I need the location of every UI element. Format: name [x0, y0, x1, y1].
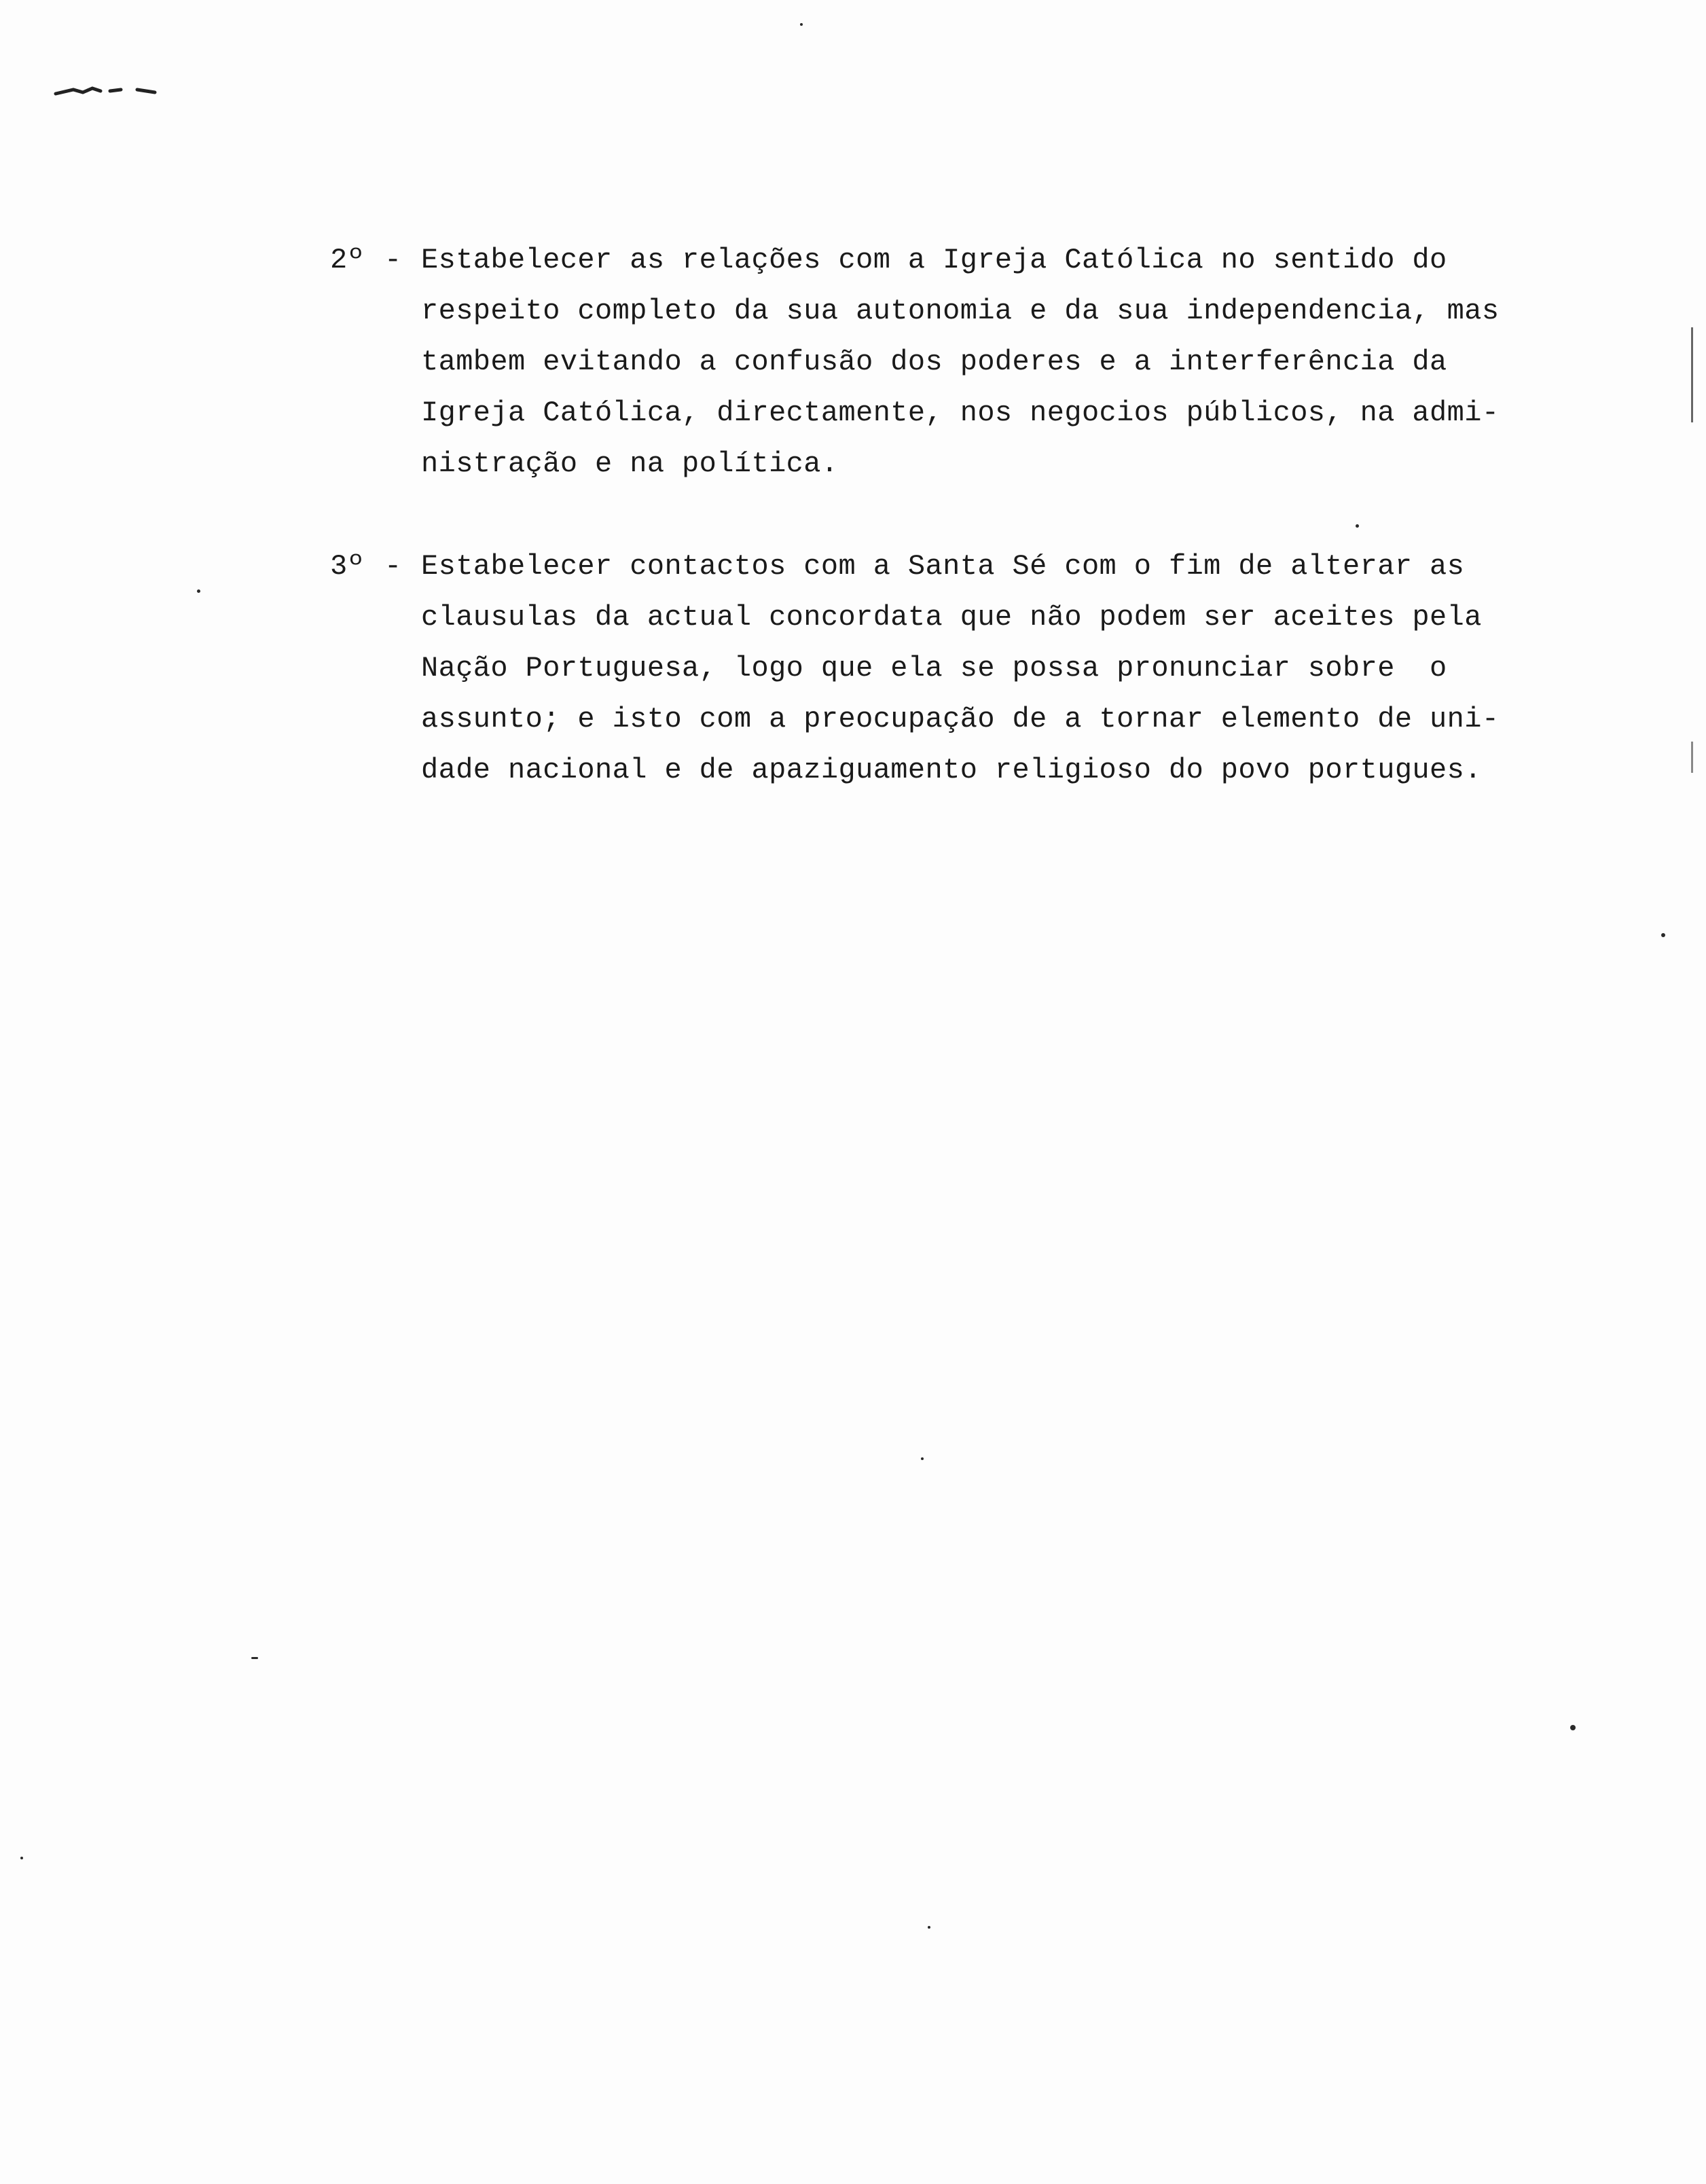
text-line: Estabelecer contactos com a Santa Sé com o fim de alterar as — [421, 550, 1465, 583]
scan-speck — [921, 1457, 924, 1460]
scan-speck — [1356, 524, 1359, 528]
text-line: Nação Portuguesa, logo que ela se possa pronunciar sobre o — [421, 652, 1447, 685]
scribble-mark — [53, 80, 162, 101]
margin-mark — [1691, 742, 1693, 773]
text-line: clausulas da actual concordata que não podem ser aceites pela — [421, 601, 1482, 634]
scan-speck — [251, 1657, 258, 1659]
item-text — [421, 541, 1576, 796]
text-line: Estabelecer as relações com a Igreja Católica no sentido do — [421, 244, 1447, 276]
text-line: assunto; e isto com a preocupação de a tornar elemento de uni- — [421, 703, 1500, 735]
scan-speck — [1570, 1725, 1576, 1730]
scan-speck — [20, 1857, 23, 1859]
item-number: 2º — [330, 244, 365, 276]
scan-speck — [928, 1926, 930, 1929]
margin-mark — [1691, 327, 1693, 422]
scan-speck — [1661, 933, 1665, 937]
item-dash: - — [384, 244, 402, 276]
text-line: tambem evitando a confusão dos poderes e a interferência da — [421, 346, 1447, 378]
item-dash: - — [384, 550, 402, 583]
item-number: 3º — [330, 550, 365, 583]
item-text — [421, 235, 1576, 490]
text-line: nistração e na política. — [421, 448, 839, 480]
text-line: respeito completo da sua autonomia e da sua independencia, mas — [421, 295, 1500, 327]
text-line: Igreja Católica, directamente, nos negocios públicos, na admi- — [421, 397, 1500, 429]
text-line: dade nacional e de apaziguamento religioso do povo portugues. — [421, 754, 1482, 786]
scan-speck — [800, 23, 803, 26]
scan-speck — [197, 589, 200, 593]
